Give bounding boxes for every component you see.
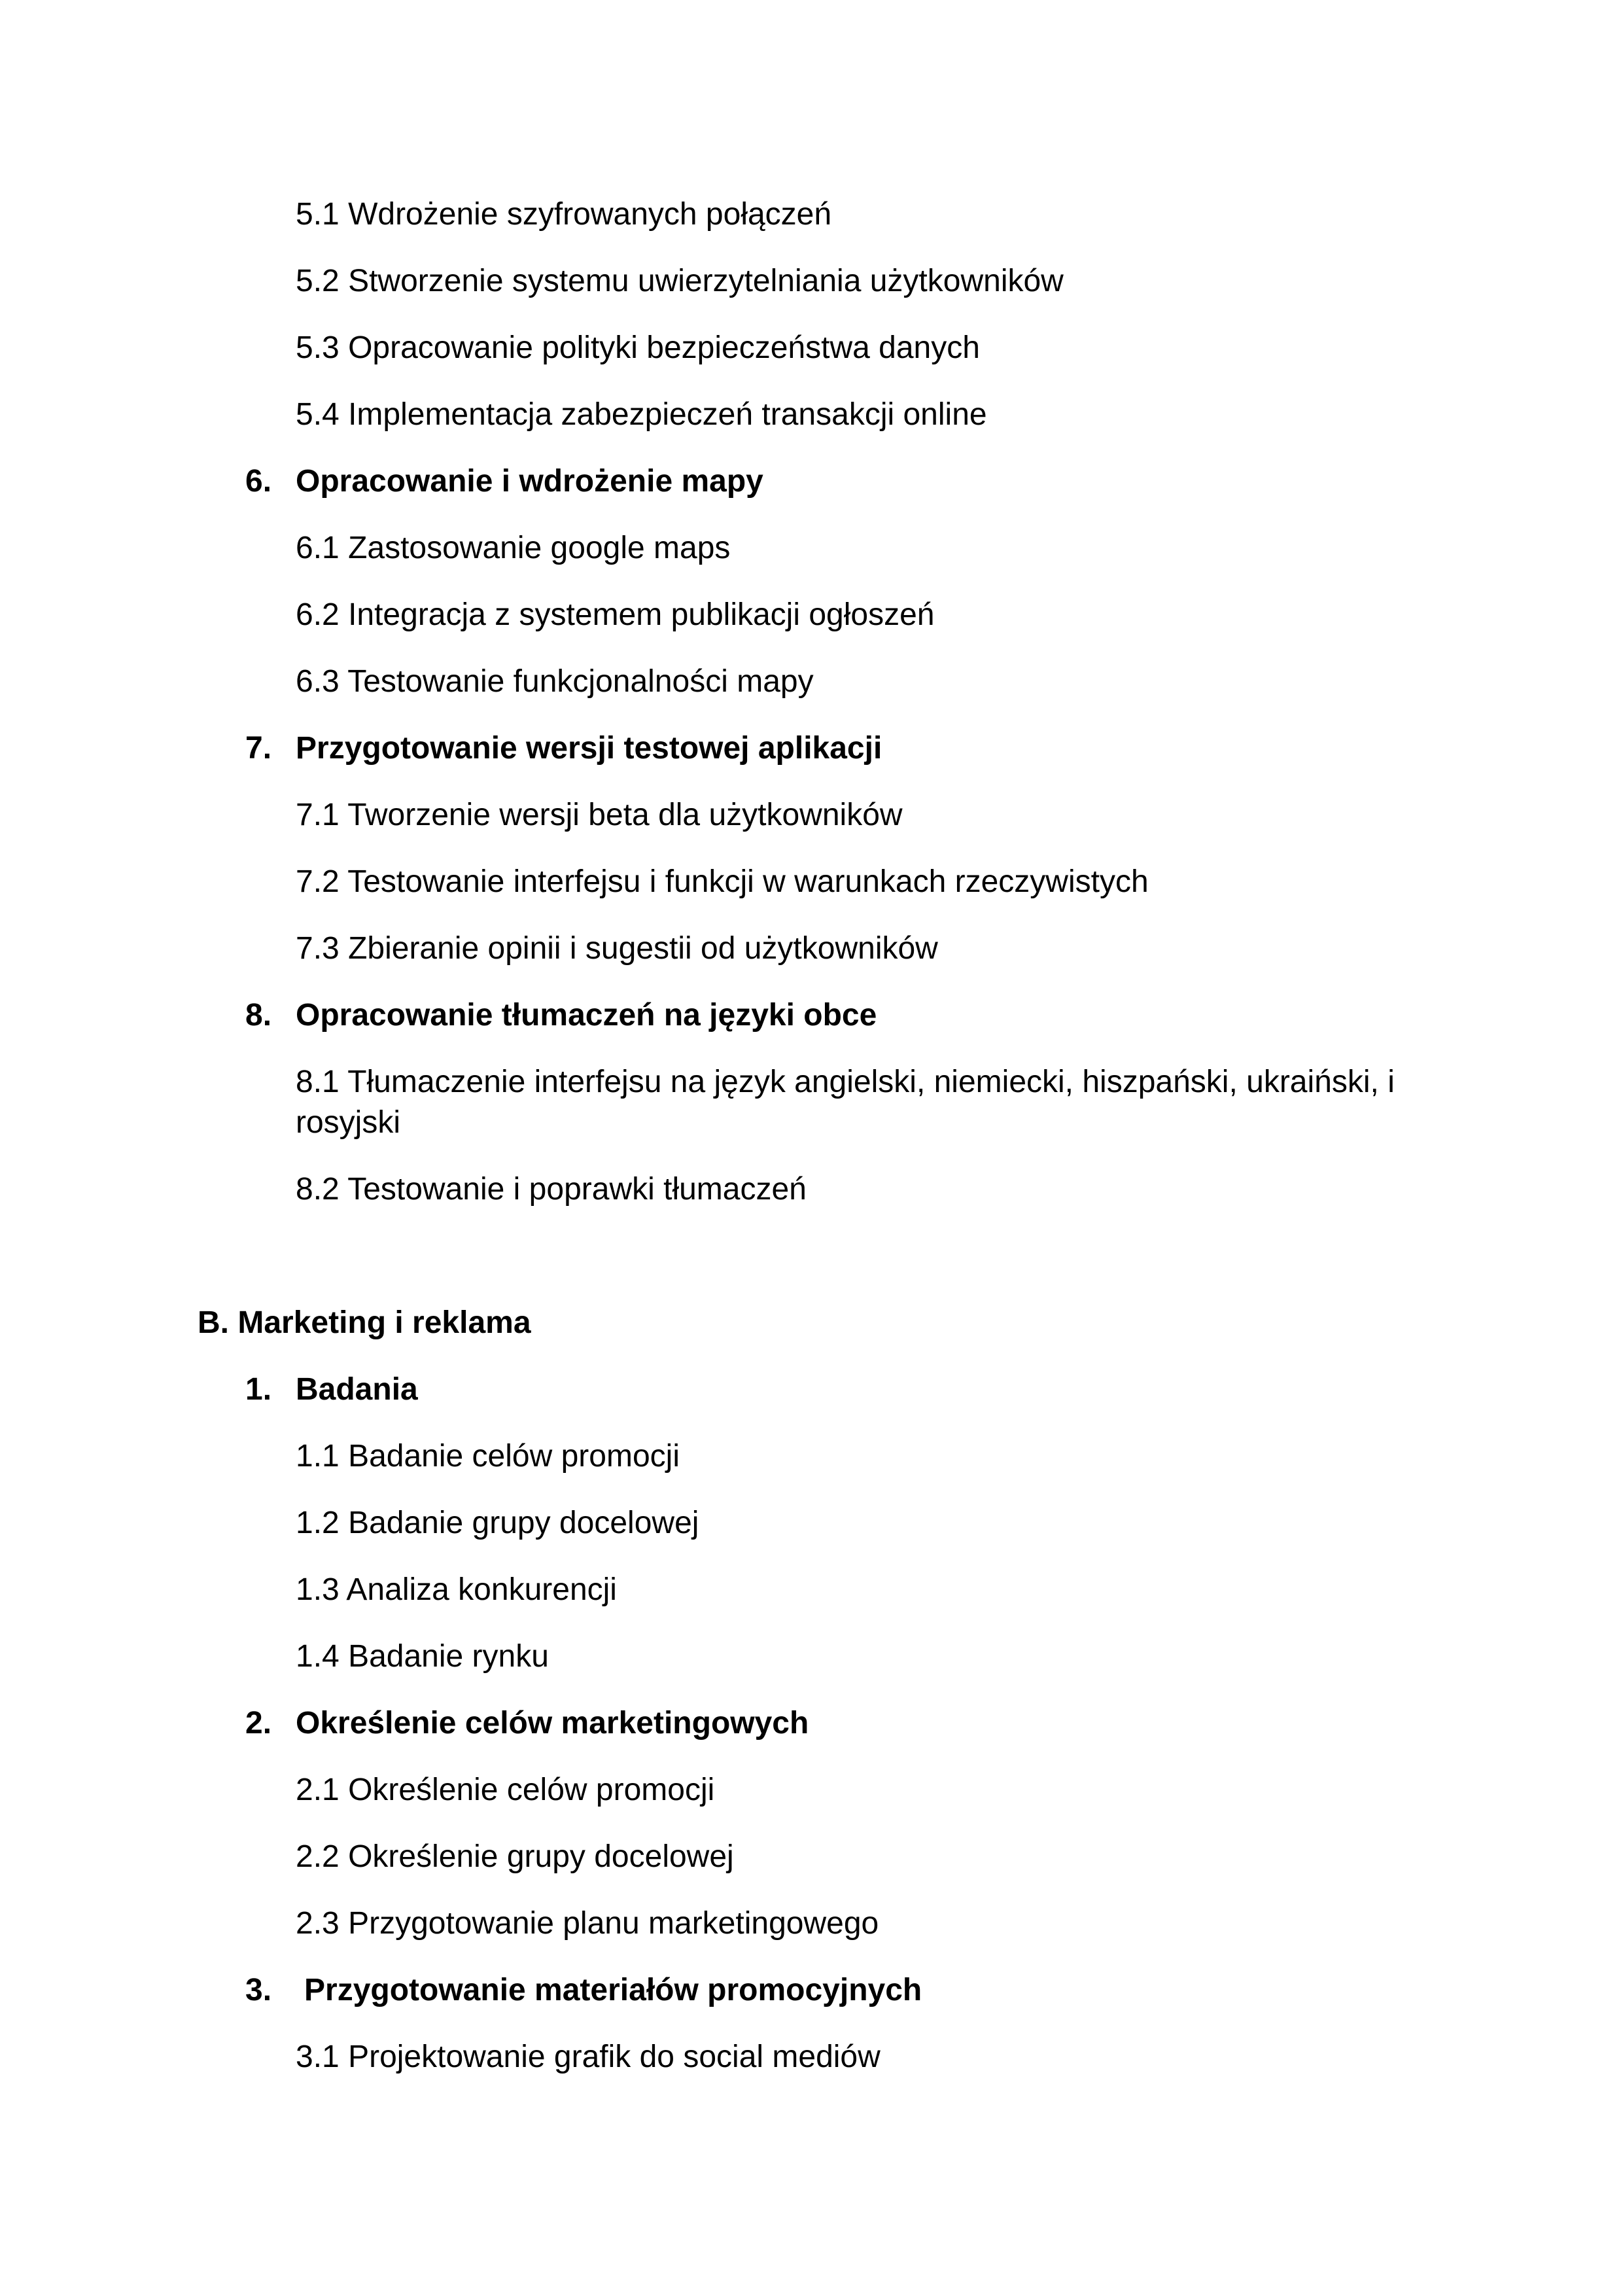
list-item-6-3: 6.3 Testowanie funkcjonalności mapy	[296, 664, 814, 699]
list-heading-b1: Badania	[296, 1372, 418, 1407]
list-item-b1-4: 1.4 Badanie rynku	[296, 1639, 549, 1674]
list-item-5-3: 5.3 Opracowanie polityki bezpieczeństwa danych	[296, 330, 980, 365]
section-heading-b: B. Marketing i reklama	[198, 1305, 531, 1340]
list-item-b1-2: 1.2 Badanie grupy docelowej	[296, 1506, 699, 1540]
list-item-b3-1: 3.1 Projektowanie grafik do social mediów	[296, 2040, 881, 2074]
list-item-b2-3: 2.3 Przygotowanie planu marketingowego	[296, 1906, 879, 1941]
list-number-b1: 1.	[245, 1372, 272, 1407]
list-heading-6: Opracowanie i wdrożenie mapy	[296, 464, 763, 499]
list-heading-b3: Przygotowanie materiałów promocyjnych	[304, 1973, 922, 2007]
list-heading-7: Przygotowanie wersji testowej aplikacji	[296, 731, 882, 766]
list-item-b2-2: 2.2 Określenie grupy docelowej	[296, 1839, 734, 1874]
list-item-b1-1: 1.1 Badanie celów promocji	[296, 1439, 680, 1474]
list-number-7: 7.	[245, 731, 272, 766]
list-heading-8: Opracowanie tłumaczeń na języki obce	[296, 998, 877, 1033]
list-item-b2-1: 2.1 Określenie celów promocji	[296, 1773, 715, 1807]
list-item-b1-3: 1.3 Analiza konkurencji	[296, 1572, 617, 1607]
list-item-8-2: 8.2 Testowanie i poprawki tłumaczeń	[296, 1172, 807, 1207]
list-number-8: 8.	[245, 998, 272, 1033]
list-item-7-3: 7.3 Zbieranie opinii i sugestii od użytkowników	[296, 931, 938, 966]
list-item-5-1: 5.1 Wdrożenie szyfrowanych połączeń	[296, 197, 832, 232]
list-item-8-1: 8.1 Tłumaczenie interfejsu na język angielski, niemiecki, hiszpański, ukraiński, i rosyjski	[296, 1065, 1395, 1140]
list-heading-b2: Określenie celów marketingowych	[296, 1706, 809, 1740]
list-number-6: 6.	[245, 464, 272, 499]
list-item-7-1: 7.1 Tworzenie wersji beta dla użytkowników	[296, 798, 903, 832]
list-item-7-2: 7.2 Testowanie interfejsu i funkcji w warunkach rzeczywistych	[296, 864, 1149, 899]
list-item-6-2: 6.2 Integracja z systemem publikacji ogłoszeń	[296, 597, 935, 632]
list-item-5-4: 5.4 Implementacja zabezpieczeń transakcji online	[296, 397, 987, 432]
list-item-5-2: 5.2 Stworzenie systemu uwierzytelniania użytkowników	[296, 264, 1064, 298]
list-item-6-1: 6.1 Zastosowanie google maps	[296, 531, 731, 565]
list-number-b3: 3.	[245, 1973, 272, 2007]
list-number-b2: 2.	[245, 1706, 272, 1740]
